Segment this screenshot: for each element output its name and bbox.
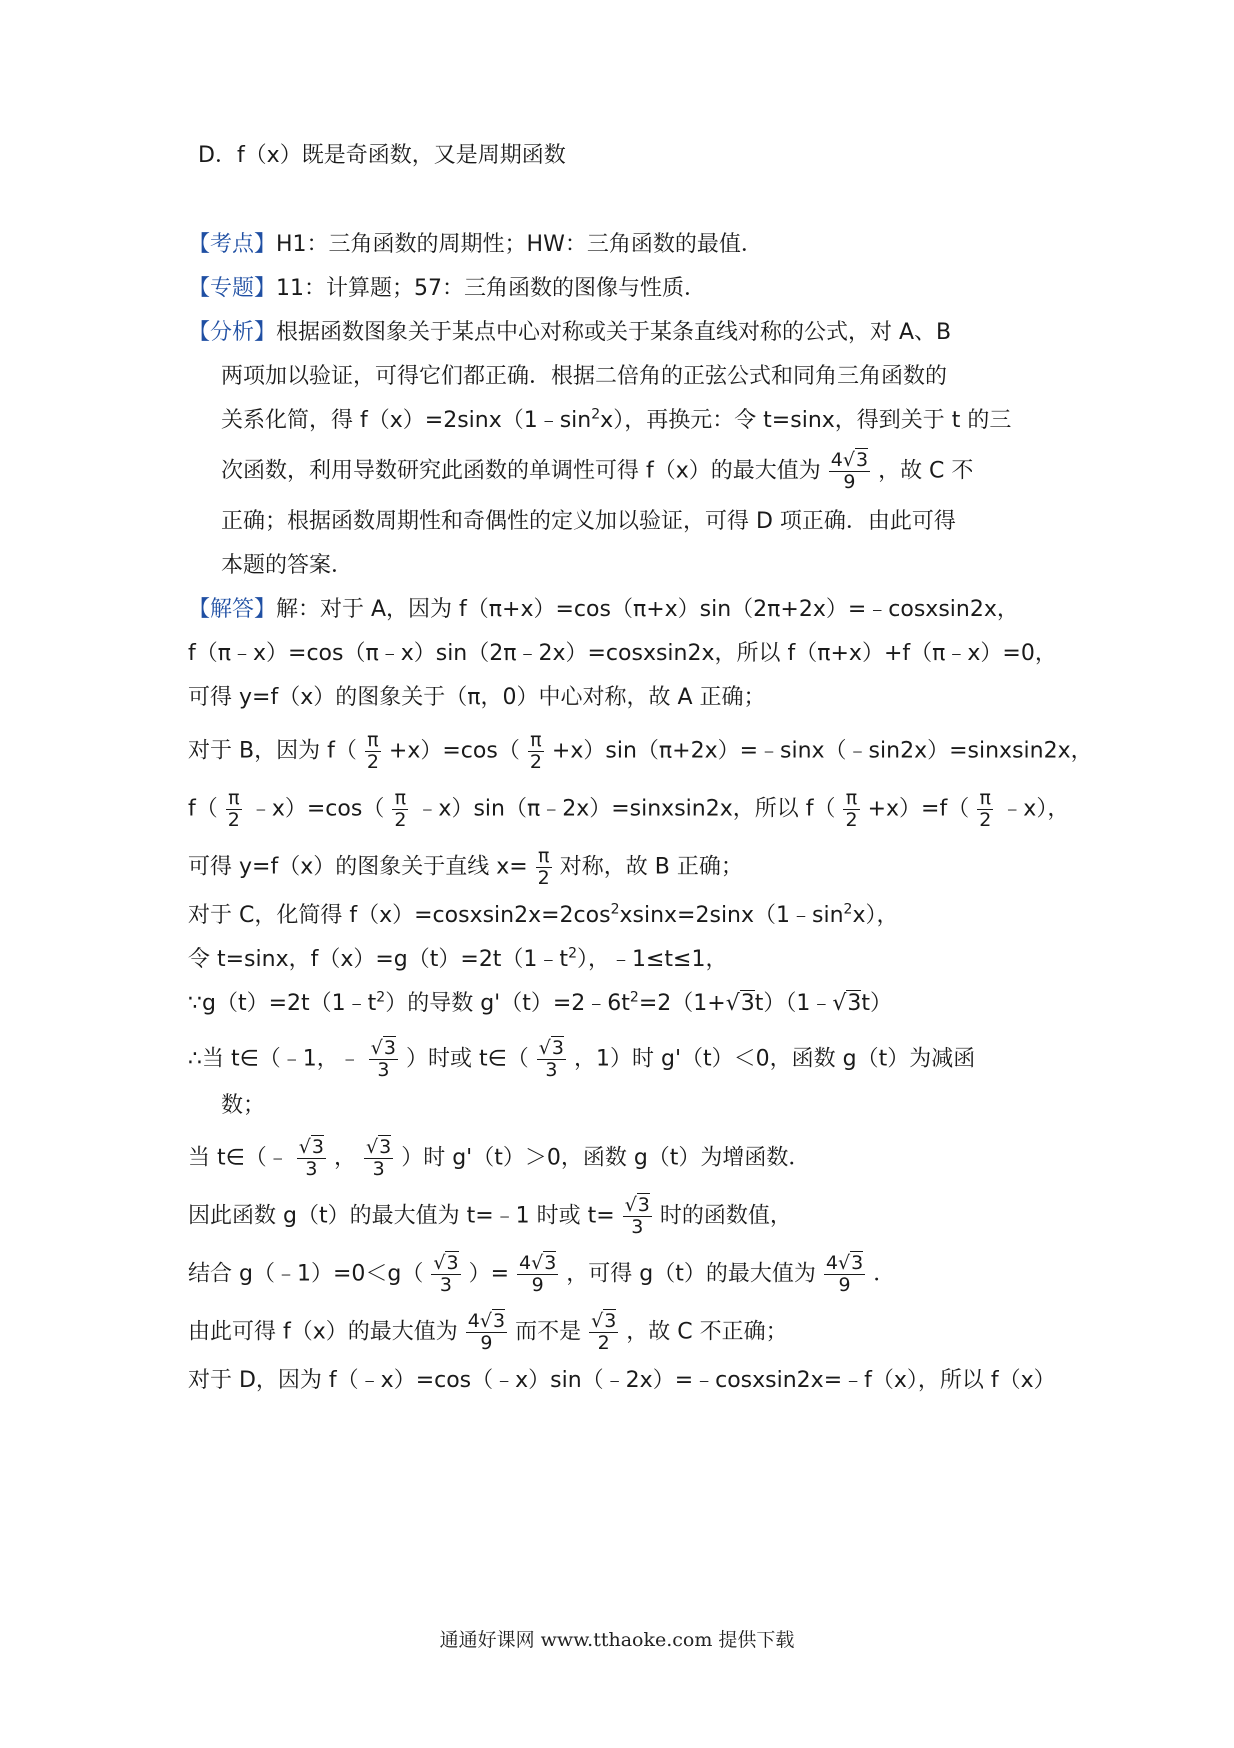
jieda-line-10: ∴当 t∈（﹣1，﹣ $\frac{√3}{3}$ ）时或 t∈（ $\frac{√3}{3}$ ，1）时 g'（t）＜0，函数 g（t）为减函 bbox=[188, 1037, 976, 1081]
fenxi-line-2: 两项加以验证，可得它们都正确．根据二倍角的正弦公式和同角三角函数的 bbox=[221, 364, 948, 389]
kaodian-line bbox=[188, 230, 1058, 260]
fenxi-line-1: 【分析】根据函数图象关于某点中心对称或关于某条直线对称的公式，对 A、B bbox=[188, 320, 952, 345]
fraction-sqrt3-over-3: $\frac{√3}{3}$ bbox=[538, 1037, 564, 1081]
fenxi-tag: 【分析】 bbox=[188, 320, 277, 345]
jieda-line-16: 对于 D，因为 f（﹣x）=cos（﹣x）sin（﹣2x）=﹣cosxsin2x=﹣f（x），所以 f（x） bbox=[188, 1368, 1056, 1393]
fraction-pi-over-2: $\frac{\pi}{2}$ bbox=[366, 729, 379, 773]
fraction-pi-over-2: $\frac{\pi}{2}$ bbox=[394, 787, 407, 831]
footer-watermark: 通通好课网 www.tthaoke.com 提供下载 bbox=[439, 1629, 795, 1651]
fraction-pi-over-2: $\frac{\pi}{2}$ bbox=[529, 729, 542, 773]
jieda-tag: 【解答】 bbox=[188, 597, 277, 622]
kaodian-tag: 【考点】 bbox=[188, 232, 277, 257]
jieda-line-1: 【解答】解：对于 A，因为 f（π+x）=cos（π+x）sin（2π+2x）=﹣cosxsin2x， bbox=[188, 597, 1019, 622]
fraction-4sqrt3-over-9: $\frac{4√3}{9}$ bbox=[519, 1252, 557, 1296]
fraction-pi-over-2: $\frac{\pi}{2}$ bbox=[979, 787, 992, 831]
fraction-4sqrt3-over-9: $\frac{4√3}{9}$ bbox=[467, 1310, 506, 1354]
jieda-line-15: 由此可得 f（x）的最大值为 $\frac{4√3}{9}$ 而不是 $\frac{√3}{2}$ ，故 C 不正确； bbox=[188, 1310, 788, 1354]
kaodian-text: H1：三角函数的周期性；HW：三角函数的最值． bbox=[276, 232, 763, 257]
jieda-line-4: 对于 B，因为 f（ $\frac{\pi}{2}$ +x）=cos（ $\frac{\pi}{2}$ +x）sin（π+2x）=﹣sinx（﹣sin2x）=sinxsin2x， bbox=[188, 729, 1093, 773]
fraction-sqrt3-over-2: $\frac{√3}{2}$ bbox=[591, 1310, 617, 1354]
fraction-sqrt3-over-3: $\frac{√3}{3}$ bbox=[433, 1252, 459, 1296]
fenxi-line-5: 正确；根据函数周期性和奇偶性的定义加以验证，可得 D 项正确．由此可得 bbox=[221, 509, 956, 534]
fenxi-line-6: 本题的答案． bbox=[221, 553, 354, 578]
fraction-4sqrt3-over-9: $\frac{4√3}{9}$ bbox=[830, 449, 869, 493]
fraction-pi-over-2: $\frac{\pi}{2}$ bbox=[537, 845, 550, 889]
jieda-line-13: 因此函数 g（t）的最大值为 t=﹣1 时或 t= $\frac{√3}{3}$ 时的函数值， bbox=[188, 1194, 792, 1238]
fenxi-line-4: 次函数，利用导数研究此函数的单调性可得 f（x）的最大值为 $\frac{4√3}{9}$ ，故 C 不 bbox=[221, 449, 974, 493]
fraction-4sqrt3-over-9: $\frac{4√3}{9}$ bbox=[825, 1252, 864, 1296]
fraction-pi-over-2: $\frac{\pi}{2}$ bbox=[845, 787, 858, 831]
zhuanti-text: 11：计算题；57：三角函数的图像与性质． bbox=[276, 276, 707, 301]
fenxi-line-3: 关系化简，得 $f(x)=2\sin x(1﹣\sin^2x)$，再换元：令 t=sinx，得到关于 t 的三 bbox=[221, 406, 1012, 433]
zhuanti-tag: 【专题】 bbox=[188, 276, 277, 301]
jieda-line-8: 令 t=sinx，$f(x)=g(t)=2t(1﹣t^2)$，﹣1≤t≤1， bbox=[188, 945, 728, 972]
jieda-line-6: 可得 y=f（x）的图象关于直线 x= $\frac{\pi}{2}$ 对称，故 B 正确； bbox=[188, 845, 743, 889]
zhuanti-line bbox=[188, 274, 1058, 304]
jieda-line-5: f（ $\frac{\pi}{2}$ ﹣x）=cos（ $\frac{\pi}{2}$ ﹣x）sin（π﹣2x）=sinxsin2x，所以 f（ $\frac{\pi}{2}$ +x）=f（ $\frac{\pi}{2}$ ﹣x）， bbox=[188, 787, 1070, 831]
fraction-pi-over-2: $\frac{\pi}{2}$ bbox=[227, 787, 240, 831]
option-d: D．f（x）既是奇函数，又是周期函数 bbox=[198, 143, 566, 168]
fraction-sqrt3-over-3: $\frac{√3}{3}$ bbox=[366, 1136, 392, 1180]
jieda-line-7: 对于 C，化简得 $f(x)=cosxsin2x=2\cos^2xsinx=2\sin x(1﹣\sin^2x)$， bbox=[188, 901, 899, 928]
jieda-line-14: 结合 g（﹣1）=0＜g（ $\frac{√3}{3}$ ）= $\frac{4√3}{9}$ ，可得 g（t）的最大值为 $\frac{4√3}{9}$ ． bbox=[188, 1252, 896, 1296]
fraction-sqrt3-over-3: $\frac{√3}{3}$ bbox=[624, 1194, 650, 1238]
jieda-line-12: 当 t∈（﹣ $\frac{√3}{3}$ ， $\frac{√3}{3}$ ）时 g'（t）＞0，函数 g（t）为增函数． bbox=[188, 1136, 811, 1180]
jieda-line-2: f（π﹣x）=cos（π﹣x）sin（2π﹣2x）=cosxsin2x，所以 f（π+x）+f（π﹣x）=0， bbox=[188, 641, 1057, 666]
jieda-line-3: 可得 y=f（x）的图象关于（π，0）中心对称，故 A 正确； bbox=[188, 685, 766, 710]
fraction-sqrt3-over-3: $\frac{√3}{3}$ bbox=[370, 1037, 396, 1081]
jieda-line-11: 数； bbox=[221, 1093, 266, 1118]
fraction-sqrt3-over-3: $\frac{√3}{3}$ bbox=[298, 1136, 324, 1180]
jieda-line-9: $\because g(t)=2t(1﹣t^2)$的导数 $g'(t)=2﹣6t^2=2(1+√3t)(1﹣√3t)$ bbox=[188, 989, 893, 1016]
